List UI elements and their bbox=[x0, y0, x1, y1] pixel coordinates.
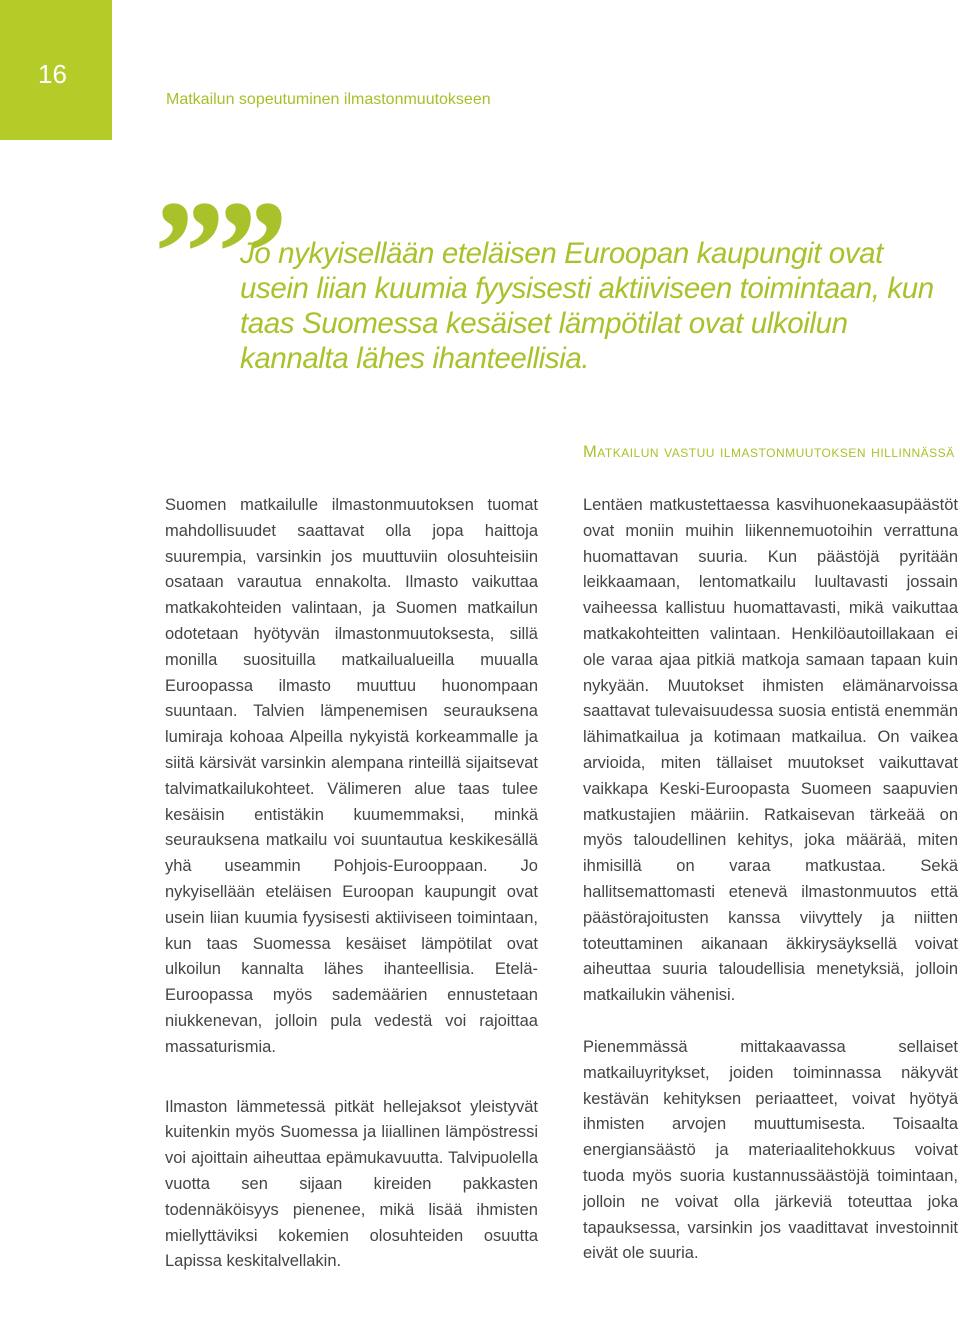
pull-quote: Jo nykyisellään eteläisen Euroopan kaupungit ovat usein liian kuumia fyysisesti aktiiviseen toimintaan, kun taas Suomessa kesäiset lämpötilat ovat ulkoilun kannalta lähes ihanteellisia. bbox=[240, 237, 934, 375]
left-column bbox=[165, 493, 538, 1275]
page-number-tab bbox=[0, 0, 112, 140]
quote-marks-icon: ”” bbox=[146, 170, 272, 336]
running-header: Matkailun sopeutuminen ilmastonmuutokseen bbox=[166, 91, 491, 108]
right-paragraph-2: Pienemmässä mittakaavassa sellaiset matkailuyritykset, joiden toiminnassa näkyvät kestävän kehityksen periaatteet, voivat hyötyä ihmisten arvojen muuttumisesta. Toisaalta energiansäästö ja materiaalitehokkuus voivat tuoda myös suoria kustannussäästöjä toimintaan, jolloin ne voivat olla järkeviä toteuttaa joka tapauksessa, varsinkin jos vaadittavat investoinnit eivät ole suuria. bbox=[583, 1037, 958, 1263]
page-number: 16 bbox=[38, 59, 67, 89]
left-paragraph-1: Suomen matkailulle ilmastonmuutoksen tuomat mahdollisuudet saattavat olla jopa haittoja suurempia, varsinkin jos muuttuviin olosuhteisiin osataan varautua ennakolta. Ilmasto vaikuttaa matkakohteiden valintaan, ja Suomen matkailun odotetaan hyötyvän ilmastonmuutoksesta, sillä monilla suosituilla matkailualueilla muualla Euroopassa ilmasto muuttuu huonompaan suuntaan. Talvien lämpenemisen seurauksena lumiraja kohoaa Alpeilla nykyistä korkeammalle ja siitä kärsivät varsinkin alempana rinteillä sijaitsevat talvimatkailukohteet. Välimeren alue taas tulee kesäisin entistäkin kuumemmaksi, minkä seurauksena matkailu voi suuntautua keskikesällä yhä useammin Pohjois-Eurooppaan. Jo nykyisellään eteläisen Euroopan kaupungit ovat usein liian kuumia fyysisesti aktiiviseen toimintaan, kun taas Suomessa kesäiset lämpötilat ovat ulkoilun kannalta lähes ihanteellisia. Etelä-Euroopassa myös sademäärien ennustetaan niukkenevan, jolloin pula vedestä voi rajoittaa massaturismia. bbox=[165, 496, 538, 1056]
right-paragraph-1: Lentäen matkustettaessa kasvihuonekaasupäästöt ovat moniin muihin liikennemuotoihin verrattuna huomattavan suuria. Kun päästöjä pyritään leikkaamaan, lentomatkailu luultavasti jossain vaiheessa kallistuu huomattavasti, mikä vaikuttaa matkakohteitten valintaan. Henkilöautoillakaan ei ole varaa ajaa pitkiä matkoja samaan tapaan kuin nykyään. Muutokset ihmisten elämänarvoissa saattavat tulevaisuudessa suosia entistä enemmän lähimatkailua ja kotimaan matkailua. On vaikea arvioida, miten tällaiset muutokset vaikuttavat vaikkapa Keski-Euroopasta Suomeen saapuvien matkustajien määriin. Ratkaisevan tärkeää on myös taloudellinen kehitys, joka määrää, miten ihmisillä on varaa matkustaa. Sekä hallitsemattomasti etenevä ilmastonmuutos että päästörajoitusten kanssa viivyttely ja niitten toteuttaminen aikanaan äkkirysäyksellä voivat aiheuttaa suuria taloudellisia menetyksiä, jolloin matkailukin vähenisi. bbox=[583, 496, 958, 1005]
right-column bbox=[583, 493, 958, 1267]
section-heading: Matkailun vastuu ilmastonmuutoksen hillinnässä bbox=[583, 443, 955, 461]
left-paragraph-2: Ilmaston lämmetessä pitkät hellejaksot yleistyvät kuitenkin myös Suomessa ja liiallinen lämpöstressi voi ajoittain aiheuttaa epämukavuutta. Talvipuolella vuotta sen sijaan kireiden pakkasten todennäköisyys pienenee, mikä lisää ihmisten miellyttäviksi kokemien olosuhteiden osuutta Lapissa keskitalvellakin. bbox=[165, 1097, 538, 1271]
